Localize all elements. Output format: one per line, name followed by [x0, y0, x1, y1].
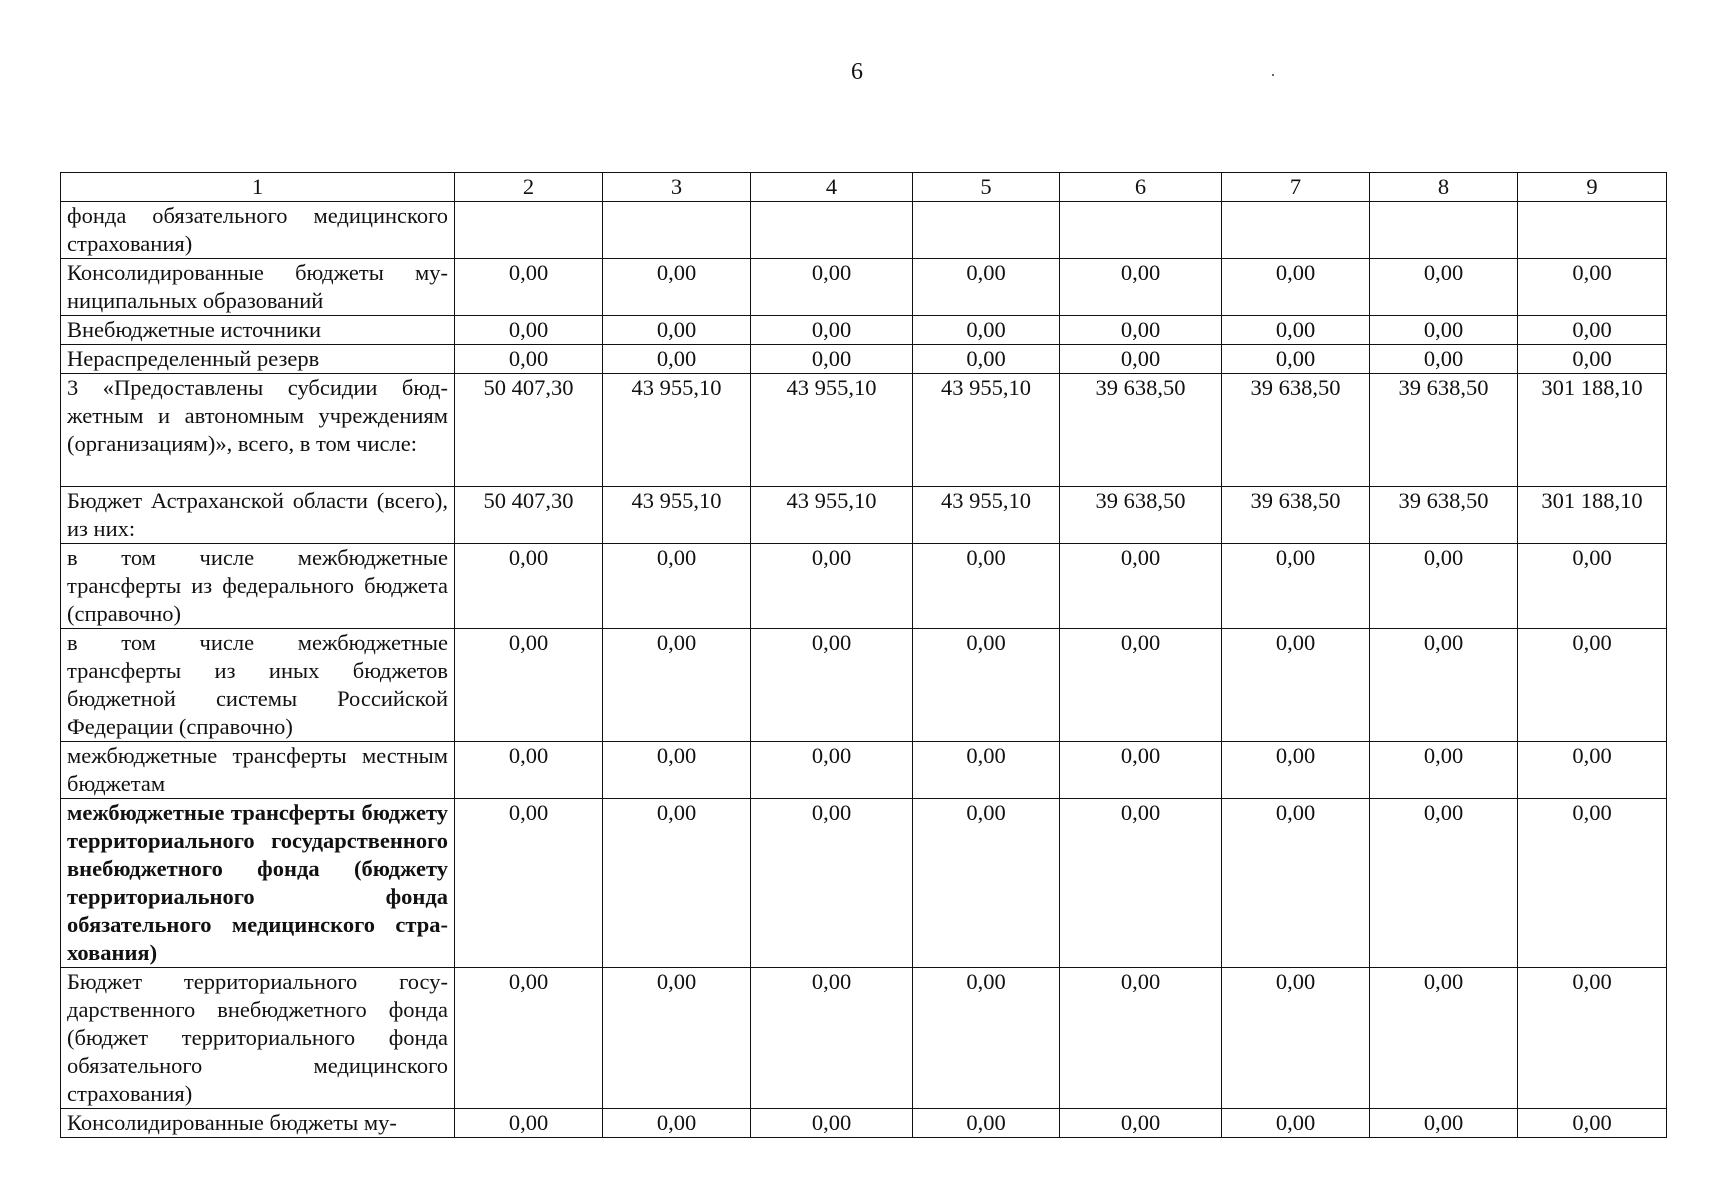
- value-cell-col-5: 0,00: [913, 1109, 1060, 1138]
- header-col-8: 8: [1370, 173, 1518, 202]
- value-cell-col-6: 0,00: [1060, 544, 1222, 629]
- header-col-5: 5: [913, 173, 1060, 202]
- value-cell-col-2: 0,00: [455, 629, 603, 742]
- table-row: [61, 487, 1667, 544]
- table-row: [61, 259, 1667, 316]
- scan-speck: [1272, 74, 1274, 76]
- value-cell-col-6: 0,00: [1060, 629, 1222, 742]
- value-cell-col-4: 0,00: [751, 544, 913, 629]
- value-cell-col-2: 0,00: [455, 968, 603, 1109]
- row-label: фонда обязательного медицинского страхования): [61, 202, 455, 259]
- value-cell-col-3: 0,00: [603, 316, 751, 345]
- value-cell-col-2: 0,00: [455, 316, 603, 345]
- value-cell-col-9: 0,00: [1518, 544, 1667, 629]
- value-cell-col-3: [603, 202, 751, 259]
- header-col-6: 6: [1060, 173, 1222, 202]
- row-label: Бюджет Астраханской области (всего), из них:: [61, 487, 455, 544]
- header-col-2: 2: [455, 173, 603, 202]
- table-row: [61, 544, 1667, 629]
- row-label: Нераспределенный резерв: [61, 345, 455, 374]
- table-row: [61, 742, 1667, 799]
- value-cell-col-5: 0,00: [913, 544, 1060, 629]
- budget-table: [60, 172, 1667, 1138]
- value-cell-col-7: 0,00: [1222, 259, 1370, 316]
- header-col-1: 1: [61, 173, 455, 202]
- value-cell-col-2: 50 407,30: [455, 487, 603, 544]
- value-cell-col-9: 0,00: [1518, 968, 1667, 1109]
- value-cell-col-5: 43 955,10: [913, 374, 1060, 487]
- value-cell-col-9: 301 188,10: [1518, 487, 1667, 544]
- row-label: 3 «Предоставлены субсидии бюджетным и автономным учреждениям (организациям)», всего, в том числе:: [61, 374, 455, 487]
- value-cell-col-4: 0,00: [751, 968, 913, 1109]
- value-cell-col-7: 0,00: [1222, 629, 1370, 742]
- table-row: [61, 316, 1667, 345]
- value-cell-col-7: 0,00: [1222, 316, 1370, 345]
- value-cell-col-4: 0,00: [751, 629, 913, 742]
- row-label: Консолидированные бюджеты му-: [61, 1109, 455, 1138]
- value-cell-col-3: 0,00: [603, 799, 751, 968]
- value-cell-col-6: 0,00: [1060, 345, 1222, 374]
- value-cell-col-3: 0,00: [603, 1109, 751, 1138]
- table-row: [61, 629, 1667, 742]
- value-cell-col-3: 0,00: [603, 968, 751, 1109]
- value-cell-col-7: 0,00: [1222, 742, 1370, 799]
- value-cell-col-4: 0,00: [751, 1109, 913, 1138]
- value-cell-col-4: [751, 202, 913, 259]
- value-cell-col-6: 0,00: [1060, 799, 1222, 968]
- value-cell-col-3: 0,00: [603, 259, 751, 316]
- value-cell-col-4: 0,00: [751, 345, 913, 374]
- value-cell-col-5: [913, 202, 1060, 259]
- value-cell-col-4: 43 955,10: [751, 487, 913, 544]
- table-row: [61, 345, 1667, 374]
- value-cell-col-2: 0,00: [455, 544, 603, 629]
- value-cell-col-2: 0,00: [455, 259, 603, 316]
- value-cell-col-7: 0,00: [1222, 544, 1370, 629]
- value-cell-col-9: 0,00: [1518, 316, 1667, 345]
- value-cell-col-8: 39 638,50: [1370, 487, 1518, 544]
- value-cell-col-6: 0,00: [1060, 742, 1222, 799]
- row-label: в том числе межбюджетные трансферты из федерального бюджета (справочно): [61, 544, 455, 629]
- value-cell-col-2: 0,00: [455, 799, 603, 968]
- header-col-9: 9: [1518, 173, 1667, 202]
- value-cell-col-8: 0,00: [1370, 544, 1518, 629]
- table-body: [61, 202, 1667, 1138]
- header-col-3: 3: [603, 173, 751, 202]
- row-label: Консолидированные бюджеты муниципальных образований: [61, 259, 455, 316]
- value-cell-col-6: 39 638,50: [1060, 487, 1222, 544]
- value-cell-col-3: 0,00: [603, 742, 751, 799]
- value-cell-col-9: 0,00: [1518, 629, 1667, 742]
- value-cell-col-4: 0,00: [751, 799, 913, 968]
- value-cell-col-9: 0,00: [1518, 742, 1667, 799]
- value-cell-col-7: 0,00: [1222, 1109, 1370, 1138]
- table-row: [61, 374, 1667, 487]
- value-cell-col-6: 0,00: [1060, 968, 1222, 1109]
- value-cell-col-7: [1222, 202, 1370, 259]
- value-cell-col-6: 39 638,50: [1060, 374, 1222, 487]
- value-cell-col-6: 0,00: [1060, 1109, 1222, 1138]
- row-label: межбюджетные трансферты бюджету территориального государственного внебюджетного фонда (бюджету территориального фонда обязательного медицинского страхования): [61, 799, 455, 968]
- value-cell-col-5: 0,00: [913, 316, 1060, 345]
- row-label: Внебюджетные источники: [61, 316, 455, 345]
- value-cell-col-4: 0,00: [751, 259, 913, 316]
- value-cell-col-2: 0,00: [455, 1109, 603, 1138]
- value-cell-col-3: 43 955,10: [603, 374, 751, 487]
- value-cell-col-4: 43 955,10: [751, 374, 913, 487]
- value-cell-col-9: 301 188,10: [1518, 374, 1667, 487]
- value-cell-col-6: 0,00: [1060, 259, 1222, 316]
- value-cell-col-8: 0,00: [1370, 316, 1518, 345]
- value-cell-col-9: 0,00: [1518, 259, 1667, 316]
- value-cell-col-5: 0,00: [913, 259, 1060, 316]
- value-cell-col-8: [1370, 202, 1518, 259]
- value-cell-col-8: 0,00: [1370, 742, 1518, 799]
- value-cell-col-5: 0,00: [913, 629, 1060, 742]
- header-col-7: 7: [1222, 173, 1370, 202]
- value-cell-col-4: 0,00: [751, 316, 913, 345]
- value-cell-col-8: 39 638,50: [1370, 374, 1518, 487]
- row-label: в том числе межбюджетные трансферты из иных бюджетов бюджетной системы Российской Федерации (справочно): [61, 629, 455, 742]
- value-cell-col-7: 39 638,50: [1222, 374, 1370, 487]
- value-cell-col-7: 0,00: [1222, 799, 1370, 968]
- value-cell-col-5: 0,00: [913, 345, 1060, 374]
- row-label: межбюджетные трансферты местным бюджетам: [61, 742, 455, 799]
- value-cell-col-5: 0,00: [913, 799, 1060, 968]
- value-cell-col-5: 0,00: [913, 968, 1060, 1109]
- table-row: [61, 799, 1667, 968]
- value-cell-col-2: 0,00: [455, 742, 603, 799]
- value-cell-col-3: 0,00: [603, 345, 751, 374]
- value-cell-col-8: 0,00: [1370, 1109, 1518, 1138]
- table-row: [61, 1109, 1667, 1138]
- value-cell-col-6: [1060, 202, 1222, 259]
- value-cell-col-2: 50 407,30: [455, 374, 603, 487]
- value-cell-col-7: 0,00: [1222, 968, 1370, 1109]
- value-cell-col-4: 0,00: [751, 742, 913, 799]
- table-row: [61, 202, 1667, 259]
- value-cell-col-8: 0,00: [1370, 968, 1518, 1109]
- value-cell-col-2: [455, 202, 603, 259]
- value-cell-col-3: 43 955,10: [603, 487, 751, 544]
- value-cell-col-8: 0,00: [1370, 345, 1518, 374]
- value-cell-col-3: 0,00: [603, 629, 751, 742]
- value-cell-col-8: 0,00: [1370, 259, 1518, 316]
- page-number: 6: [851, 59, 863, 85]
- value-cell-col-5: 0,00: [913, 742, 1060, 799]
- value-cell-col-8: 0,00: [1370, 799, 1518, 968]
- value-cell-col-9: 0,00: [1518, 799, 1667, 968]
- value-cell-col-3: 0,00: [603, 544, 751, 629]
- value-cell-col-7: 0,00: [1222, 345, 1370, 374]
- value-cell-col-5: 43 955,10: [913, 487, 1060, 544]
- row-label: Бюджет территориального государственного внебюджетного фонда (бюджет территориального фонда обязательного медицинского страхования): [61, 968, 455, 1109]
- value-cell-col-9: [1518, 202, 1667, 259]
- value-cell-col-6: 0,00: [1060, 316, 1222, 345]
- value-cell-col-9: 0,00: [1518, 1109, 1667, 1138]
- table-header: [61, 173, 1667, 202]
- header-col-4: 4: [751, 173, 913, 202]
- table-row: [61, 968, 1667, 1109]
- value-cell-col-7: 39 638,50: [1222, 487, 1370, 544]
- value-cell-col-8: 0,00: [1370, 629, 1518, 742]
- value-cell-col-9: 0,00: [1518, 345, 1667, 374]
- value-cell-col-2: 0,00: [455, 345, 603, 374]
